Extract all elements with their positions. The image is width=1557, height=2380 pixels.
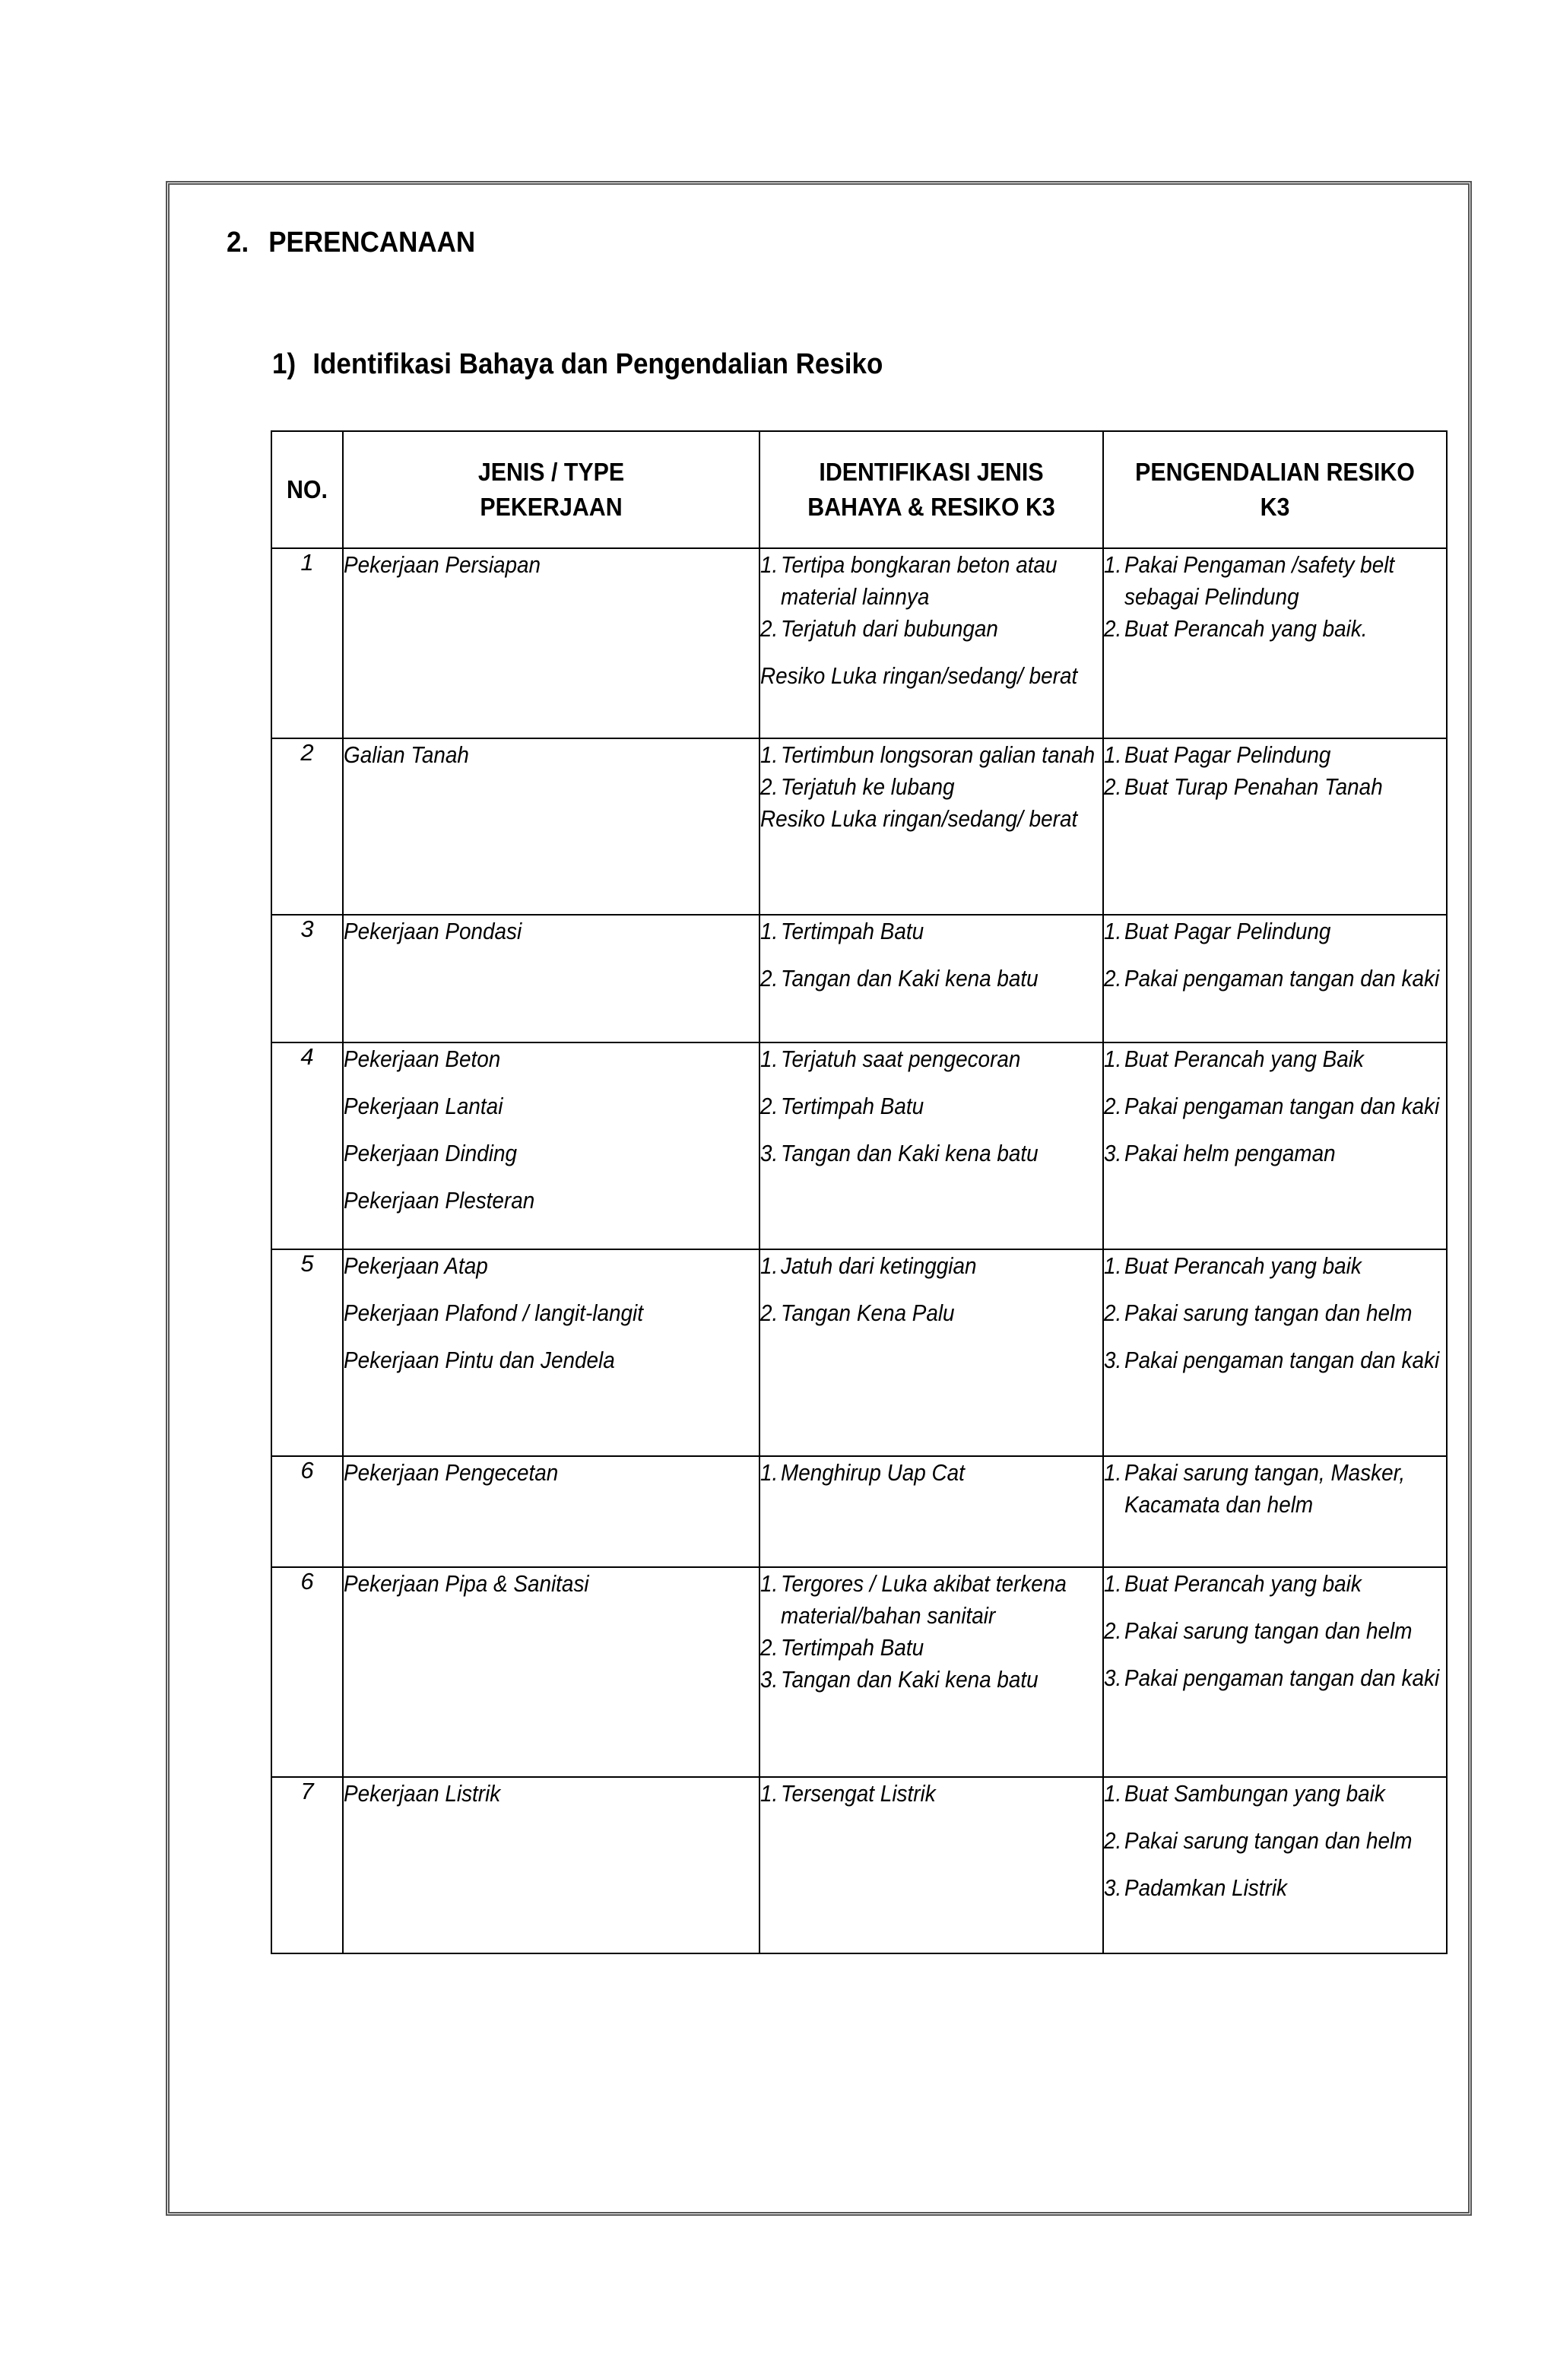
- hazard-cell: [759, 1249, 1103, 1456]
- list-item-text: Tersengat Listrik: [781, 1780, 936, 1807]
- job-item: Pekerjaan Pondasi: [344, 918, 522, 944]
- job-type-cell: [343, 1567, 759, 1777]
- list-item: [760, 1090, 1102, 1122]
- list-item-number: 2.: [1104, 965, 1122, 992]
- list-item-text: Buat Sambungan yang baik: [1124, 1780, 1385, 1807]
- list-item-text: Pakai sarung tangan, Masker, Kacamata dan helm: [1124, 1459, 1406, 1518]
- job-item: Pekerjaan Beton: [344, 1046, 501, 1072]
- list-item-text: Pakai pengaman tangan dan kaki: [1124, 965, 1440, 992]
- list-item: [1104, 963, 1446, 995]
- hazard-cell: [759, 1456, 1103, 1567]
- list-item-number: 1.: [1104, 1459, 1122, 1486]
- list-item: [1104, 1344, 1446, 1376]
- list-item: [1104, 1457, 1446, 1521]
- list-item-text: Tertimpah Batu: [781, 1093, 924, 1119]
- list-item: [1104, 1778, 1446, 1810]
- table-row: [271, 738, 1447, 915]
- list-item-number: 1.: [1104, 1570, 1122, 1597]
- list-item: [760, 963, 1102, 995]
- list-item-text: Tangan dan Kaki kena batu: [781, 1666, 1039, 1693]
- list-item-text: Pakai sarung tangan dan helm: [1124, 1827, 1413, 1854]
- hazard-cell: [759, 1777, 1103, 1953]
- job-item: Pekerjaan Pipa & Sanitasi: [344, 1570, 589, 1597]
- job-type-cell: [343, 915, 759, 1042]
- job-type-cell: [343, 1249, 759, 1456]
- list-item: [1104, 1297, 1446, 1329]
- risk-level-note: Resiko Luka ringan/sedang/ berat: [760, 662, 1078, 689]
- list-item-number: 1.: [1104, 551, 1122, 578]
- hazard-cell: [759, 548, 1103, 738]
- list-item: [760, 1632, 1102, 1664]
- job-item: Pekerjaan Pengecetan: [344, 1459, 559, 1486]
- subsection-heading: [272, 348, 883, 381]
- hazard-cell: [759, 738, 1103, 915]
- list-item: [760, 1297, 1102, 1329]
- list-item-text: Buat Perancah yang baik: [1124, 1570, 1362, 1597]
- subsection-title: Identifikasi Bahaya dan Pengendalian Resiko: [312, 348, 883, 380]
- list-item: [760, 1250, 1102, 1282]
- list-item-text: Pakai sarung tangan dan helm: [1124, 1299, 1413, 1326]
- list-item-number: 2.: [1104, 615, 1122, 642]
- list-item-text: Buat Perancah yang baik: [1124, 1252, 1362, 1279]
- job-item: Pekerjaan Listrik: [344, 1780, 501, 1807]
- list-item-text: Buat Pagar Pelindung: [1124, 918, 1331, 944]
- section-number: 2.: [227, 227, 249, 259]
- control-cell: [1103, 1456, 1447, 1567]
- row-number: 6: [271, 1456, 343, 1567]
- list-item-text: Pakai pengaman tangan dan kaki: [1124, 1664, 1440, 1691]
- list-item-number: 3.: [1104, 1874, 1122, 1901]
- list-item-number: 1.: [760, 741, 778, 768]
- row-number: 1: [271, 548, 343, 738]
- list-item-number: 1.: [760, 1046, 778, 1072]
- list-item-text: Terjatuh saat pengecoran: [781, 1046, 1021, 1072]
- list-item-text: Tangan dan Kaki kena batu: [781, 1140, 1039, 1166]
- table-header-row: [271, 431, 1447, 548]
- list-item-number: 2.: [760, 1634, 778, 1661]
- header-job-type: JENIS / TYPE PEKERJAAN: [343, 431, 759, 548]
- table-row: [271, 548, 1447, 738]
- list-item: [1104, 1138, 1446, 1169]
- list-item-text: Buat Perancah yang baik.: [1124, 615, 1368, 642]
- list-item-text: Buat Perancah yang Baik: [1124, 1046, 1364, 1072]
- table-row: [271, 1456, 1447, 1567]
- job-item: Pekerjaan Atap: [344, 1252, 488, 1279]
- list-item: [760, 549, 1102, 613]
- list-item-text: Tangan dan Kaki kena batu: [781, 965, 1039, 992]
- list-item: [760, 1664, 1102, 1696]
- list-item-text: Tertimbun longsoran galian tanah: [781, 741, 1096, 768]
- list-item-number: 3.: [1104, 1347, 1122, 1373]
- list-item: [760, 613, 1102, 645]
- control-cell: [1103, 1777, 1447, 1953]
- job-item: Pekerjaan Lantai: [344, 1093, 503, 1119]
- header-hazard-identification: IDENTIFIKASI JENIS BAHAYA & RESIKO K3: [759, 431, 1103, 548]
- control-cell: [1103, 738, 1447, 915]
- list-item: [1104, 549, 1446, 613]
- control-cell: [1103, 915, 1447, 1042]
- list-item-number: 2.: [1104, 1299, 1122, 1326]
- list-item-text: Tertimpah Batu: [781, 1634, 924, 1661]
- list-item-text: Tertimpah Batu: [781, 918, 924, 944]
- subsection-number: 1): [272, 348, 296, 380]
- job-item: Pekerjaan Dinding: [344, 1140, 517, 1166]
- list-item-text: Padamkan Listrik: [1124, 1874, 1288, 1901]
- list-item-text: Terjatuh dari bubungan: [781, 615, 998, 642]
- job-item: Pekerjaan Plafond / langit-langit: [344, 1299, 643, 1326]
- list-item: [1104, 1043, 1446, 1075]
- list-item-number: 1.: [760, 918, 778, 944]
- section-heading: [227, 227, 475, 259]
- list-item-number: 1.: [1104, 1252, 1122, 1279]
- list-item-number: 1.: [1104, 1780, 1122, 1807]
- list-item-number: 2.: [760, 773, 778, 800]
- list-item-text: Jatuh dari ketinggian: [781, 1252, 977, 1279]
- job-item: Pekerjaan Plesteran: [344, 1187, 535, 1214]
- list-item: [1104, 1872, 1446, 1904]
- list-item: [760, 916, 1102, 947]
- row-number: 6: [271, 1567, 343, 1777]
- list-item-number: 2.: [1104, 1617, 1122, 1644]
- header-risk-control: PENGENDALIAN RESIKO K3: [1103, 431, 1447, 548]
- list-item-number: 1.: [760, 1459, 778, 1486]
- list-item: [1104, 916, 1446, 947]
- list-item-text: Pakai Pengaman /safety belt sebagai Pelindung: [1124, 551, 1395, 610]
- job-type-cell: [343, 1456, 759, 1567]
- hazard-cell: [759, 915, 1103, 1042]
- list-item-number: 1.: [760, 1570, 778, 1597]
- list-item-number: 1.: [760, 551, 778, 578]
- list-item-number: 1.: [760, 1252, 778, 1279]
- list-item-text: Pakai pengaman tangan dan kaki: [1124, 1347, 1440, 1373]
- list-item: [1104, 1662, 1446, 1694]
- table-row: [271, 1777, 1447, 1953]
- list-item-number: 3.: [1104, 1664, 1122, 1691]
- table-row: [271, 1567, 1447, 1777]
- job-type-cell: [343, 548, 759, 738]
- list-item-text: Tangan Kena Palu: [781, 1299, 955, 1326]
- list-item-number: 2.: [1104, 1827, 1122, 1854]
- table-row: [271, 915, 1447, 1042]
- list-item: [760, 1457, 1102, 1489]
- row-number: 3: [271, 915, 343, 1042]
- list-item: [1104, 613, 1446, 645]
- row-number: 4: [271, 1042, 343, 1249]
- list-item: [760, 771, 1102, 803]
- hazard-cell: [759, 1042, 1103, 1249]
- job-type-cell: [343, 738, 759, 915]
- risk-level-note: Resiko Luka ringan/sedang/ berat: [760, 805, 1078, 832]
- list-item-number: 1.: [1104, 1046, 1122, 1072]
- list-item-number: 3.: [760, 1666, 778, 1693]
- list-item-text: Pakai helm pengaman: [1124, 1140, 1336, 1166]
- hazard-cell: [759, 1567, 1103, 1777]
- list-item-number: 2.: [760, 615, 778, 642]
- hazard-risk-table: [271, 430, 1448, 1954]
- list-item: [760, 1778, 1102, 1810]
- control-cell: [1103, 548, 1447, 738]
- list-item-text: Pakai pengaman tangan dan kaki: [1124, 1093, 1440, 1119]
- list-item: [1104, 1615, 1446, 1647]
- list-item-number: 2.: [1104, 773, 1122, 800]
- list-item: [760, 739, 1102, 771]
- header-no: NO.: [271, 431, 343, 548]
- list-item: [1104, 1568, 1446, 1600]
- list-item-text: Menghirup Uap Cat: [781, 1459, 965, 1486]
- control-cell: [1103, 1249, 1447, 1456]
- table-row: [271, 1249, 1447, 1456]
- job-item: Pekerjaan Pintu dan Jendela: [344, 1347, 615, 1373]
- row-number: 2: [271, 738, 343, 915]
- control-cell: [1103, 1567, 1447, 1777]
- control-cell: [1103, 1042, 1447, 1249]
- list-item-number: 1.: [1104, 918, 1122, 944]
- job-item: Pekerjaan Persiapan: [344, 551, 541, 578]
- list-item-number: 2.: [1104, 1093, 1122, 1119]
- list-item: [1104, 1825, 1446, 1857]
- list-item: [760, 1138, 1102, 1169]
- list-item: [1104, 771, 1446, 803]
- list-item-number: 1.: [760, 1780, 778, 1807]
- list-item-text: Pakai sarung tangan dan helm: [1124, 1617, 1413, 1644]
- row-number: 5: [271, 1249, 343, 1456]
- job-type-cell: [343, 1042, 759, 1249]
- list-item-number: 1.: [1104, 741, 1122, 768]
- row-number: 7: [271, 1777, 343, 1953]
- job-item: Galian Tanah: [344, 741, 469, 768]
- section-title: PERENCANAAN: [268, 227, 476, 259]
- list-item-text: Tertipa bongkaran beton atau material lainnya: [781, 551, 1058, 610]
- list-item: [1104, 1090, 1446, 1122]
- list-item-text: Buat Turap Penahan Tanah: [1124, 773, 1383, 800]
- list-item-number: 2.: [760, 965, 778, 992]
- list-item: [760, 1568, 1102, 1632]
- table-row: [271, 1042, 1447, 1249]
- list-item-number: 3.: [760, 1140, 778, 1166]
- list-item-number: 2.: [760, 1093, 778, 1119]
- list-item: [1104, 739, 1446, 771]
- list-item-number: 3.: [1104, 1140, 1122, 1166]
- list-item-text: Tergores / Luka akibat terkena material/bahan sanitair: [781, 1570, 1067, 1629]
- list-item-number: 2.: [760, 1299, 778, 1326]
- job-type-cell: [343, 1777, 759, 1953]
- list-item-text: Terjatuh ke lubang: [781, 773, 955, 800]
- list-item: [760, 1043, 1102, 1075]
- list-item: [1104, 1250, 1446, 1282]
- list-item-text: Buat Pagar Pelindung: [1124, 741, 1331, 768]
